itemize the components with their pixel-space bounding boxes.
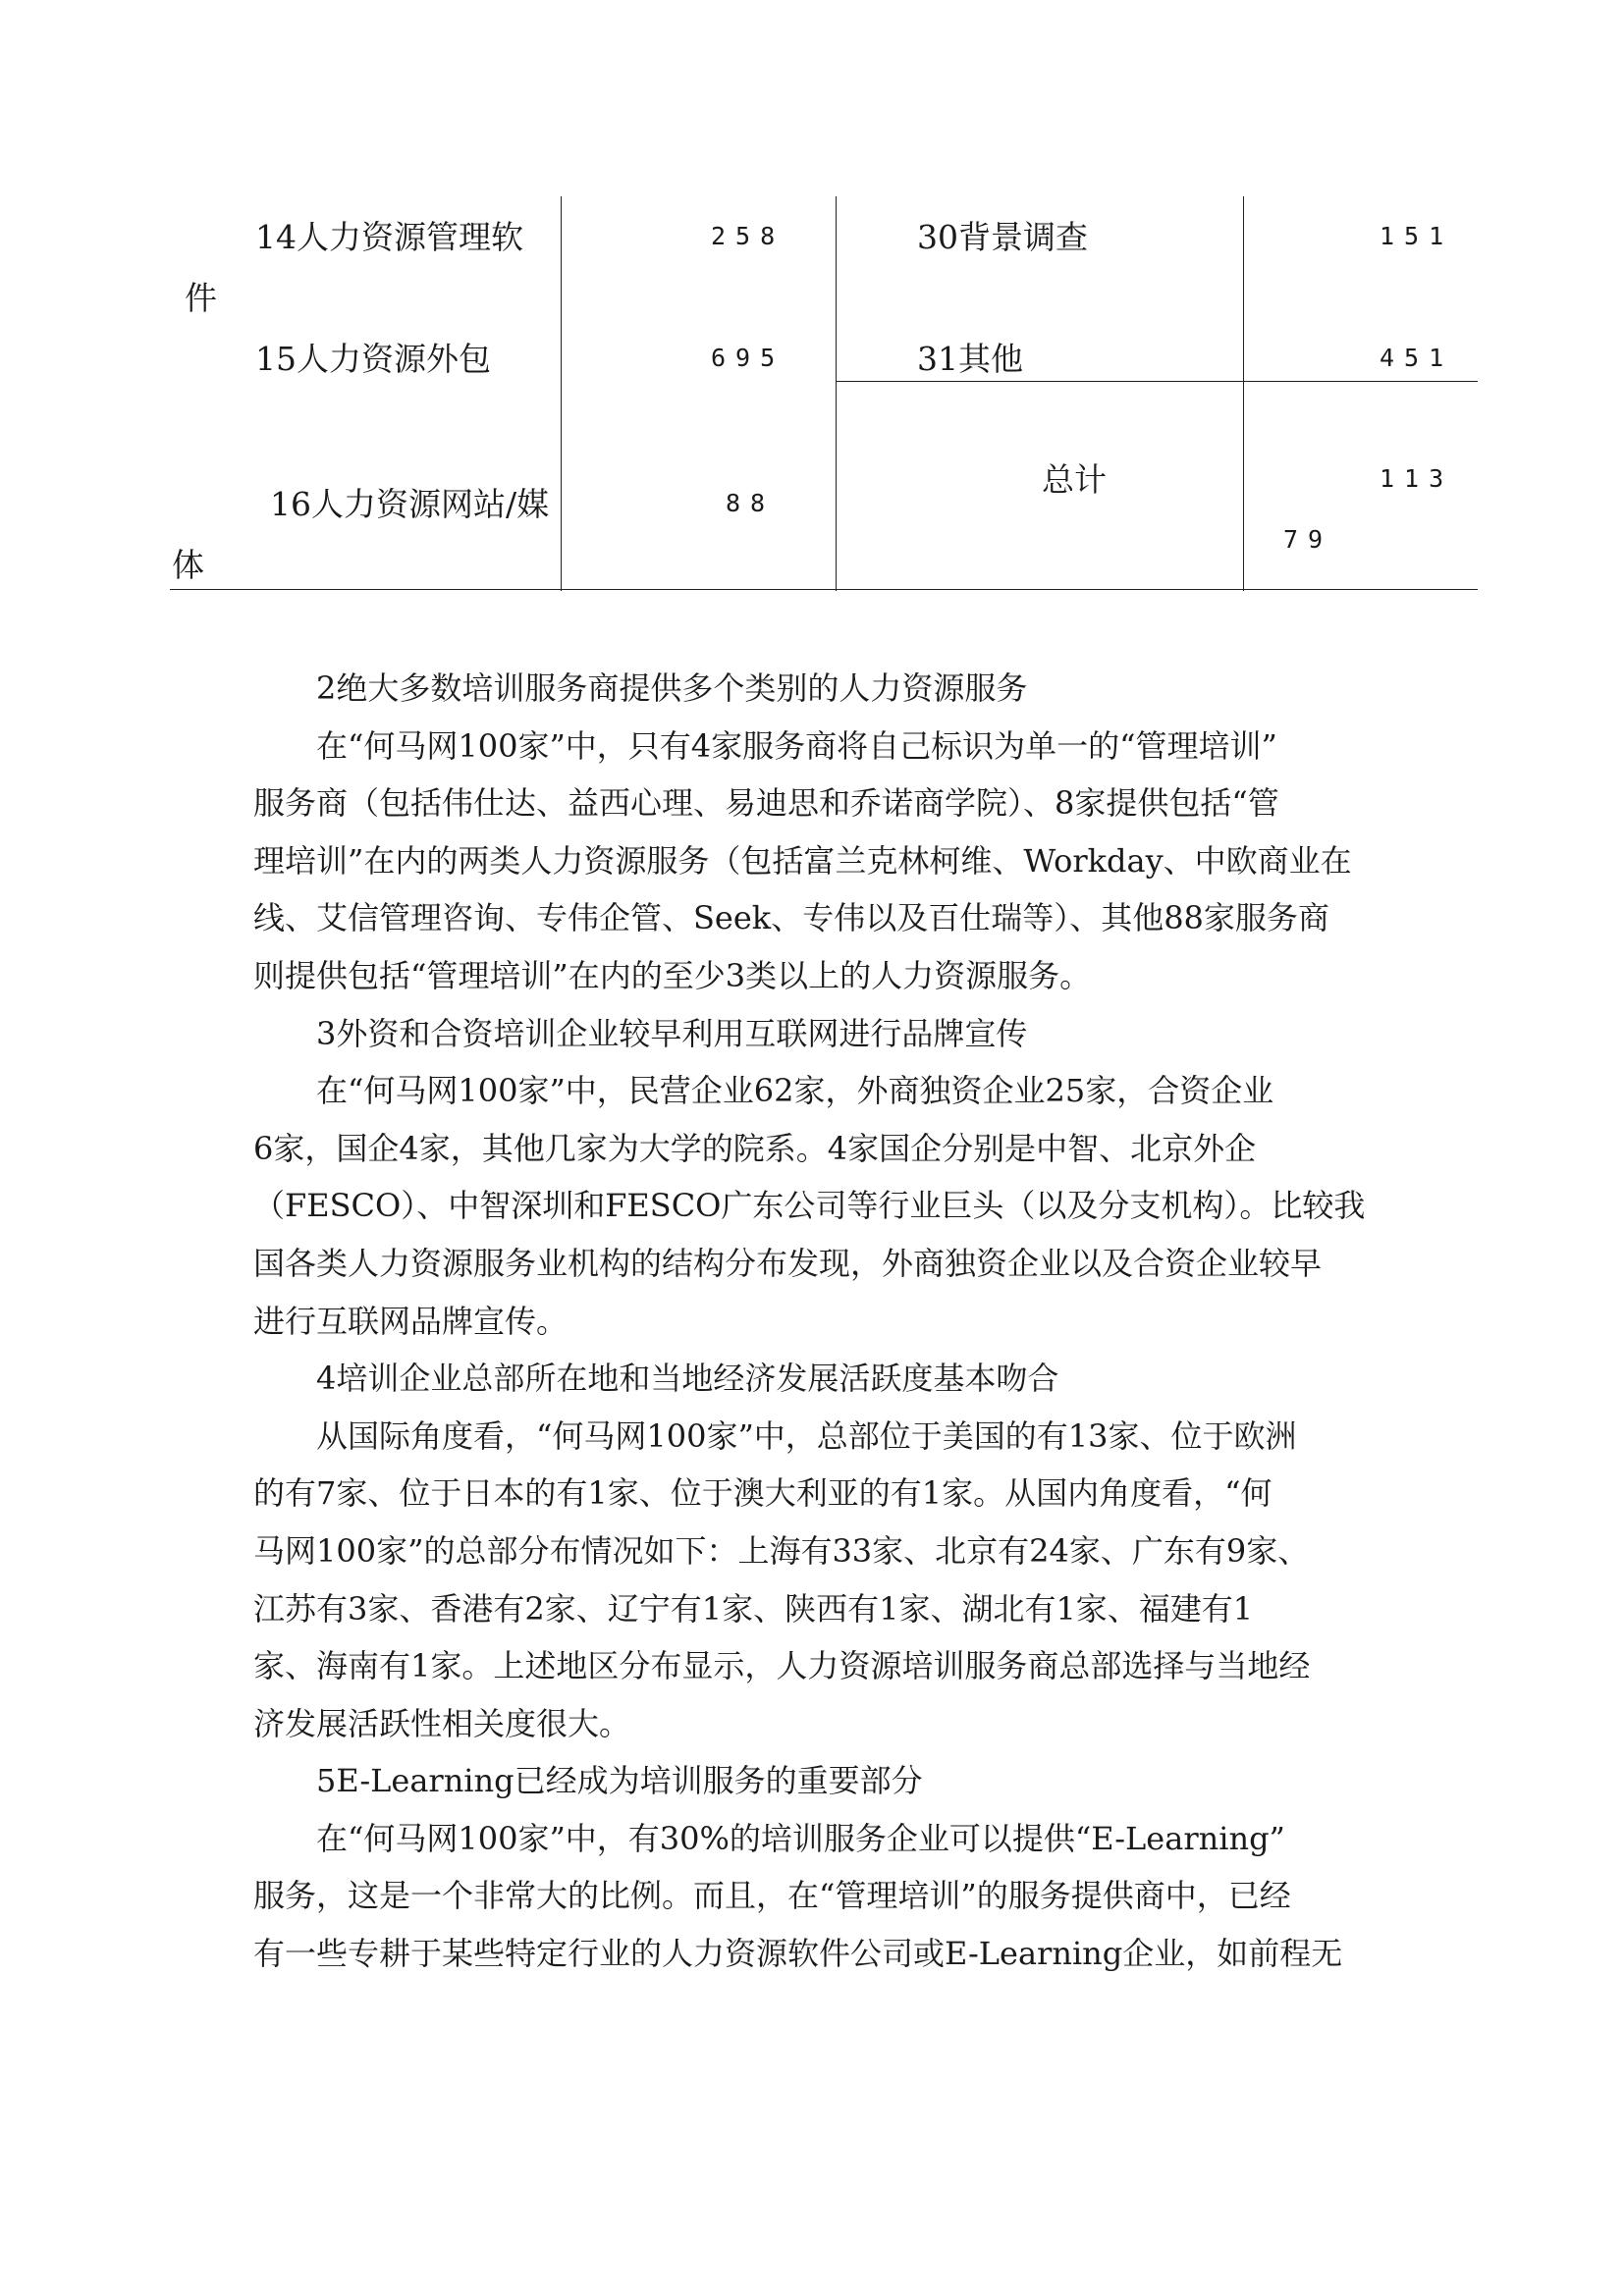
- section-heading: 2绝大多数培训服务商提供多个类别的人力资源服务: [316, 669, 1028, 707]
- table-row-value: 88: [726, 489, 776, 517]
- table-total-label: 总计: [1042, 460, 1107, 499]
- table-row-label: 15人力资源外包: [255, 340, 491, 378]
- table-divider: [836, 381, 1478, 382]
- paragraph-line: 有一些专耕于某些特定行业的人力资源软件公司或E-Learning企业，如前程无: [253, 1935, 1343, 1973]
- paragraph-line: （FESCO）、中智深圳和FESCO广东公司等行业巨头（以及分支机构）。比较我: [253, 1187, 1366, 1225]
- table-divider: [1243, 196, 1244, 591]
- paragraph-line: 家、海南有1家。上述地区分布显示，人力资源培训服务商总部选择与当地经: [253, 1647, 1311, 1685]
- section-heading: 5E-Learning已经成为培训服务的重要部分: [316, 1762, 923, 1800]
- paragraph-line: 6家，国企4家，其他几家为大学的院系。4家国企分别是中智、北京外企: [253, 1129, 1257, 1167]
- table-total-value: 113: [1380, 464, 1454, 493]
- paragraph-line: 从国际角度看，“何马网100家”中，总部位于美国的有13家、位于欧洲: [316, 1416, 1297, 1455]
- paragraph-line: 服务，这是一个非常大的比例。而且，在“管理培训”的服务提供商中，已经: [253, 1877, 1291, 1915]
- paragraph-line: 国各类人力资源服务业机构的结构分布发现，外商独资企业以及合资企业较早: [253, 1244, 1323, 1282]
- table-row-value: 695: [711, 344, 785, 372]
- paragraph-line: 进行互联网品牌宣传。: [253, 1302, 568, 1340]
- paragraph-line: 在“何马网100家”中，民营企业62家，外商独资企业25家，合资企业: [316, 1072, 1274, 1110]
- table-row-value: 451: [1380, 344, 1454, 372]
- table-bottom-rule: [170, 589, 1478, 590]
- table-row-label-continued: 件: [185, 279, 217, 317]
- table-row-label-continued: 体: [172, 546, 204, 584]
- section-heading: 3外资和合资培训企业较早利用互联网进行品牌宣传: [316, 1014, 1028, 1052]
- paragraph-line: 线、艾信管理咨询、专伟企管、Seek、专伟以及百仕瑞等）、其他88家服务商: [253, 899, 1329, 937]
- table-row-value: 151: [1380, 222, 1454, 250]
- table-row-label: 14人力资源管理软: [255, 218, 523, 256]
- body-text: [253, 660, 1392, 1983]
- table-row-label: 30背景调查: [917, 218, 1088, 256]
- section-heading: 4培训企业总部所在地和当地经济发展活跃度基本吻合: [316, 1360, 1059, 1398]
- paragraph-line: 在“何马网100家”中，只有4家服务商将自己标识为单一的“管理培训”: [316, 726, 1277, 765]
- table-row-value: 258: [711, 222, 785, 250]
- paragraph-line: 马网100家”的总部分布情况如下：上海有33家、北京有24家、广东有9家、: [253, 1531, 1310, 1570]
- service-category-table: [170, 196, 1478, 591]
- paragraph-line: 理培训”在内的两类人力资源服务（包括富兰克林柯维、Workday、中欧商业在: [253, 841, 1352, 880]
- table-row-label: 31其他: [917, 340, 1023, 378]
- paragraph-line: 则提供包括“管理培训”在内的至少3类以上的人力资源服务。: [253, 956, 1092, 994]
- paragraph-line: 的有7家、位于日本的有1家、位于澳大利亚的有1家。从国内角度看，“何: [253, 1474, 1272, 1513]
- paragraph-line: 在“何马网100家”中，有30%的培训服务企业可以提供“E-Learning”: [316, 1819, 1285, 1857]
- paragraph-line: 服务商（包括伟仕达、益西心理、易迪思和乔诺商学院）、8家提供包括“管: [253, 784, 1279, 823]
- paragraph-line: 济发展活跃性相关度很大。: [253, 1704, 631, 1742]
- table-row-label: 16人力资源网站/媒: [270, 485, 550, 523]
- table-total-value-continued: 79: [1283, 525, 1333, 554]
- table-divider: [836, 196, 837, 591]
- table-divider: [561, 196, 562, 591]
- paragraph-line: 江苏有3家、香港有2家、辽宁有1家、陕西有1家、湖北有1家、福建有1: [253, 1589, 1254, 1628]
